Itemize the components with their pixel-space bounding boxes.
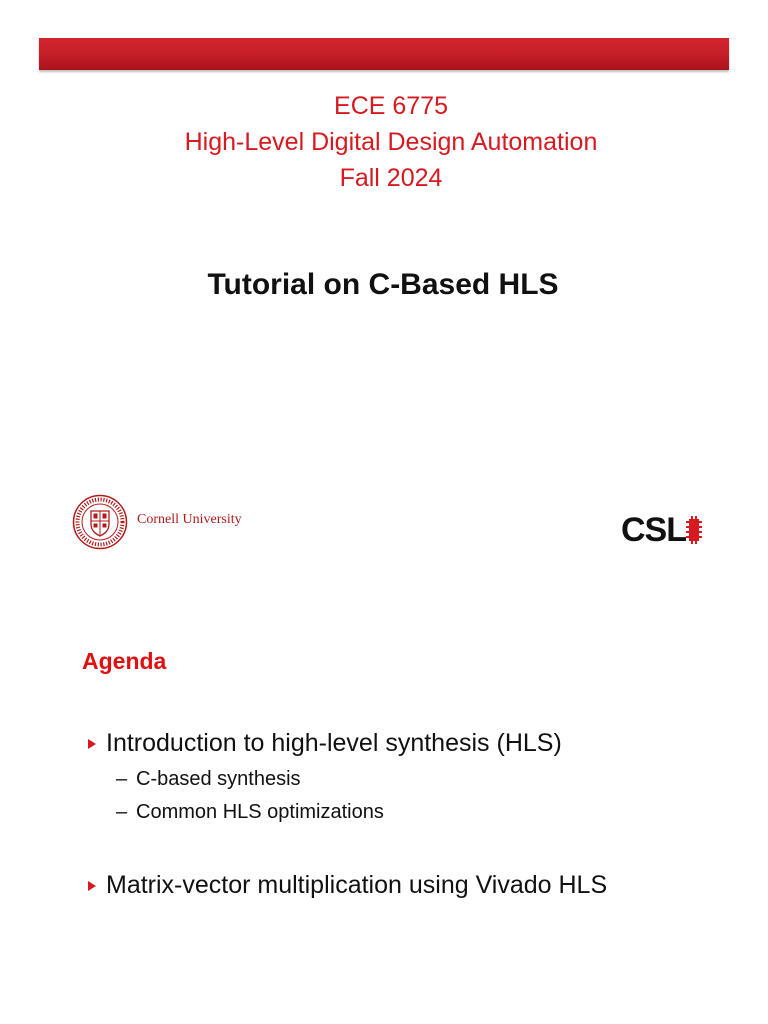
agenda-item-label: Introduction to high-level synthesis (HLS)	[106, 729, 562, 757]
sub-marker: –	[116, 768, 128, 790]
header-red-bar	[39, 38, 729, 70]
agenda-subitem	[116, 768, 301, 791]
course-name: High-Level Digital Design Automation	[184, 128, 598, 156]
agenda-item-label: Matrix-vector multiplication using Vivado HLS	[106, 871, 608, 899]
agenda-item	[88, 871, 607, 900]
course-header	[0, 88, 768, 196]
talk-title: Tutorial on C-Based HLS	[207, 268, 559, 301]
agenda-title: Agenda	[82, 648, 167, 674]
course-term: Fall 2024	[339, 164, 443, 192]
chip-icon	[686, 516, 702, 544]
cornell-seal-logo	[72, 494, 128, 550]
agenda-subitem	[116, 801, 384, 824]
cornell-university-wordmark: Cornell University	[137, 512, 242, 527]
sub-marker: –	[116, 801, 128, 823]
csl-logo	[621, 510, 702, 550]
agenda-item	[88, 729, 562, 758]
agenda-subitem-label: Common HLS optimizations	[136, 801, 384, 823]
course-code: ECE 6775	[334, 92, 448, 120]
bullet-arrow-icon	[88, 739, 96, 749]
agenda-subitem-label: C-based synthesis	[136, 768, 301, 790]
csl-logo-text: CSL	[621, 511, 686, 549]
bullet-arrow-icon	[88, 881, 96, 891]
